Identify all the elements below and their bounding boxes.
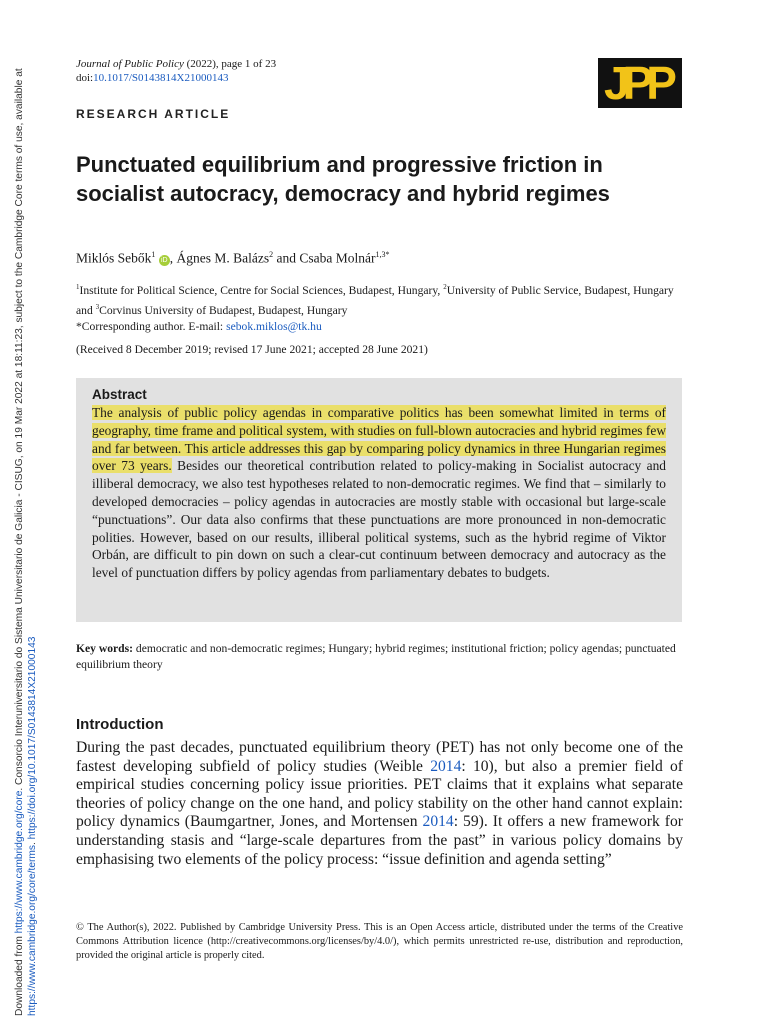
affil-2: University of Public Service, Budapest, Hungary and [76, 283, 674, 317]
section-heading: Introduction [76, 716, 164, 733]
download-prefix: Downloaded from [14, 933, 25, 1016]
side-margin [0, 0, 38, 1024]
keywords-label: Key words: [76, 642, 133, 655]
license-link[interactable]: http://creativecommons.org/licenses/by/4.0/ [210, 936, 393, 947]
journal-name: Journal of Public Policy [76, 58, 184, 70]
download-rest: . Consorcio Interuniversitario do Sistema Universitario de Galicia - CISUG, on 19 Mar 2022 at 18:11:23, subject to the Cambridge Core terms of use, available at [14, 68, 25, 791]
jpp-logo [598, 58, 682, 108]
license-text-2: ), which permits unrestricted re-use, distribution and reproduction, provided the original article is properly cited. [76, 936, 683, 961]
abstract-heading: Abstract [92, 387, 147, 402]
received-dates: (Received 8 December 2019; revised 17 June 2021; accepted 28 June 2021) [76, 343, 428, 356]
citation-link-1[interactable]: 2014 [430, 757, 462, 775]
affil-sup-1: 1 [76, 283, 80, 291]
cambridge-core-link[interactable]: https://www.cambridge.org/core [14, 790, 25, 934]
download-notice [14, 68, 25, 1016]
article-title: Punctuated equilibrium and progressive friction in socialist autocracy, democracy and hybrid regimes [76, 152, 610, 206]
article-type: RESEARCH ARTICLE [76, 107, 231, 121]
orcid-icon[interactable]: iD [159, 255, 170, 266]
terms-sep: . [27, 839, 38, 846]
affiliations [76, 279, 686, 335]
keywords [76, 641, 684, 673]
email-link[interactable]: sebok.miklos@tk.hu [226, 319, 322, 333]
intro-text-1: During the past decades, punctuated equilibrium theory (PET) has not only become one of the fastest developing subfield of policy studies (Weible [76, 739, 683, 775]
author-1[interactable]: Miklós Sebők [76, 250, 152, 266]
affil-3: Corvinus University of Budapest, Budapest, Hungary [99, 303, 348, 317]
citation-link-2[interactable]: 2014 [422, 813, 454, 831]
author-1-sup: 1 [151, 250, 156, 259]
doi-label: doi: [76, 72, 94, 84]
intro-text-2: : 10), but also a premier field of empirical studies concerning policy issue priorities. PET claims that it explains what separate theories of policy change on the one hand, and policy stability on the other hand cannot explain: policy dynamics (Baumgartner, Jones, and Mortensen [76, 757, 684, 831]
author-3-sup: 1,3 [375, 250, 386, 259]
abstract-box [76, 378, 682, 622]
doi-side-link[interactable]: https://doi.org/10.1017/S0143814X21000143 [27, 636, 38, 840]
corresponding-mark: * [385, 250, 390, 259]
terms-notice [27, 637, 38, 1016]
terms-link[interactable]: https://www.cambridge.org/core/terms [27, 845, 38, 1016]
author-2-sup: 2 [269, 250, 274, 259]
abstract-text [92, 404, 666, 582]
logo-text: JPP [604, 57, 670, 109]
corresponding-label: *Corresponding author. E-mail: [76, 319, 227, 333]
abstract-highlight: The analysis of public policy agendas in comparative politics has been somewhat limited in terms of geography, time frame and political system, with studies on full-blown autocracies and hybrid regimes few and far between. This article addresses this gap by comparing policy dynamics in three Hungarian regimes over 73 years. [92, 405, 666, 474]
license-text-1: © The Author(s), 2022. Published by Cambridge University Press. This is an Open Access article, distributed under the terms of the Creative Commons Attribution licence ( [76, 922, 683, 947]
intro-paragraph [76, 739, 683, 869]
license-footer [76, 921, 683, 963]
journal-header [76, 57, 276, 85]
keywords-text: democratic and non-democratic regimes; Hungary; hybrid regimes; institutional friction; policy agendas; punctuated equilibrium theory [76, 642, 676, 671]
author-3: and Csaba Molnár [273, 250, 376, 266]
affil-sup-3: 3 [95, 302, 100, 311]
author-list [76, 250, 389, 267]
journal-pages: (2022), page 1 of 23 [183, 58, 277, 70]
abstract-rest: Besides our theoretical contribution related to policy-making in Socialist autocracy and illiberal democracy, we also test hypotheses related to non-democratic regimes. We find that – similarly to developed democracies – policy agendas in autocracies are mostly stable with occasional but large-scale “punctuations”. Our data also confirms that these punctuations are more pronounced in non-democratic polities. However, based on our results, illiberal political systems, such as the hybrid regime of Viktor Orbán, are difficult to pin down on such a clear-cut continuum between democracy and autocracy as the level of punctuation differs by policy agendas from parliamentary debates to budgets. [92, 458, 667, 581]
intro-text-3: : 59). It offers a new framework for understanding stasis and “large-scale departures from the past” in various policy domains by emphasising two elements of the policy process: “issue definition and agenda setting” [76, 813, 683, 868]
affil-sup-2: 2 [443, 283, 447, 291]
doi-link[interactable]: 10.1017/S0143814X21000143 [93, 72, 229, 84]
author-2: , Ágnes M. Balázs [169, 250, 270, 266]
affil-1: Institute for Political Science, Centre for Social Sciences, Budapest, Hungary, [79, 283, 444, 297]
